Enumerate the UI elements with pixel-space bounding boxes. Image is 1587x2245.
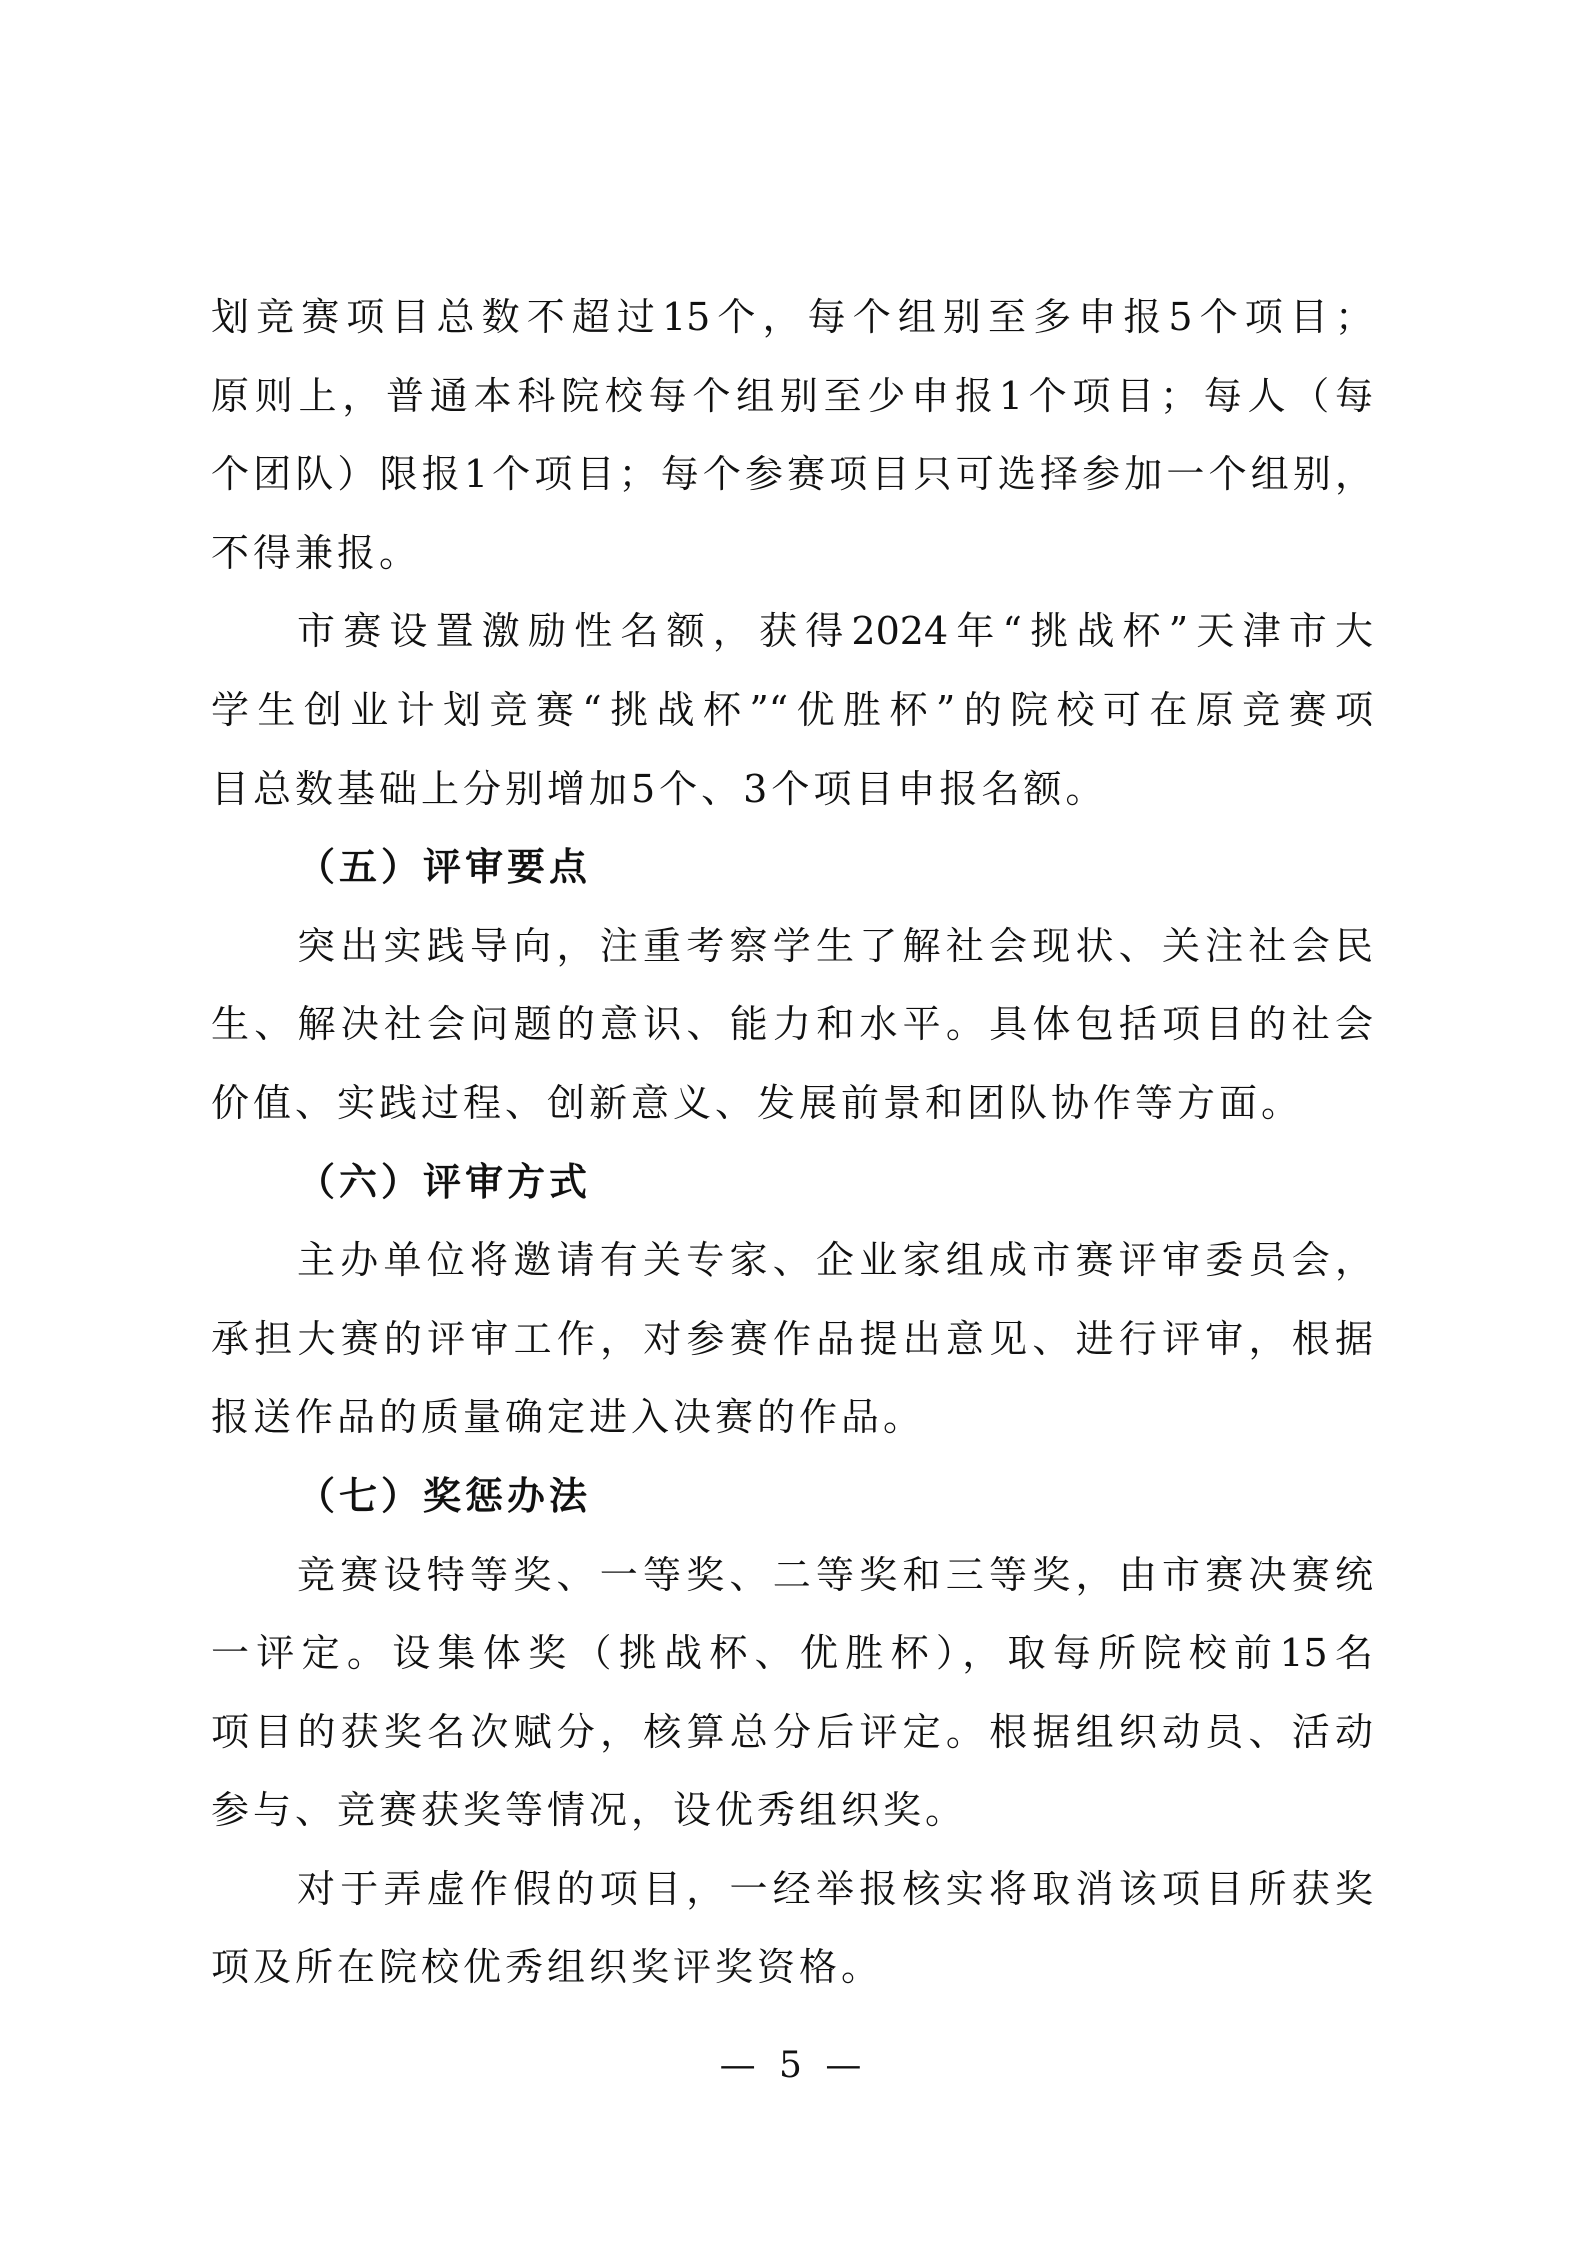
paragraph-line: 市赛设置激励性名额，获得2024年“挑战杯”天津市大 — [297, 609, 1373, 654]
paragraph-line: 生、解决社会问题的意识、能力和水平。具体包括项目的社会 — [211, 1002, 1373, 1047]
paragraph-line: 承担大赛的评审工作，对参赛作品提出意见、进行评审，根据 — [211, 1316, 1373, 1361]
paragraph-line: 对于弄虚作假的项目，一经举报核实将取消该项目所获奖 — [297, 1866, 1373, 1911]
paragraph-line: 突出实践导向，注重考察学生了解社会现状、关注社会民 — [297, 923, 1373, 968]
paragraph-line: 划竞赛项目总数不超过15个，每个组别至多申报5个项目； — [211, 295, 1373, 339]
document-body — [211, 278, 1373, 2007]
page-number: — 5 — — [719, 2045, 868, 2086]
paragraph-line: 参与、竞赛获奖等情况，设优秀组织奖。 — [211, 1788, 968, 1833]
section-heading: （七）奖惩办法 — [297, 1472, 592, 1518]
paragraph-line: 原则上，普通本科院校每个组别至少申报1个项目；每人（每 — [211, 373, 1373, 418]
paragraph-line: 不得兼报。 — [211, 530, 422, 575]
paragraph-line: 项及所在院校优秀组织奖评奖资格。 — [211, 1945, 884, 1990]
paragraph-line: 项目的获奖名次赋分，核算总分后评定。根据组织动员、活动 — [211, 1709, 1373, 1754]
paragraph-line: 一评定。设集体奖（挑战杯、优胜杯），取每所院校前15名 — [211, 1631, 1373, 1676]
paragraph-line: 主办单位将邀请有关专家、企业家组成市赛评审委员会， — [297, 1238, 1373, 1283]
paragraph-line: 价值、实践过程、创新意义、发展前景和团队协作等方面。 — [211, 1080, 1304, 1125]
paragraph-line: 竞赛设特等奖、一等奖、二等奖和三等奖，由市赛决赛统 — [297, 1552, 1373, 1597]
paragraph-line: 个团队）限报1个项目；每个参赛项目只可选择参加一个组别， — [211, 452, 1373, 497]
paragraph-line: 报送作品的质量确定进入决赛的作品。 — [211, 1395, 926, 1440]
paragraph-line: 学生创业计划竞赛“挑战杯”“优胜杯”的院校可在原竞赛项 — [211, 687, 1373, 732]
paragraph-line: 目总数基础上分别增加5个、3个项目申报名额。 — [211, 766, 1108, 811]
section-heading: （六）评审方式 — [297, 1158, 592, 1204]
section-heading: （五）评审要点 — [297, 844, 592, 890]
